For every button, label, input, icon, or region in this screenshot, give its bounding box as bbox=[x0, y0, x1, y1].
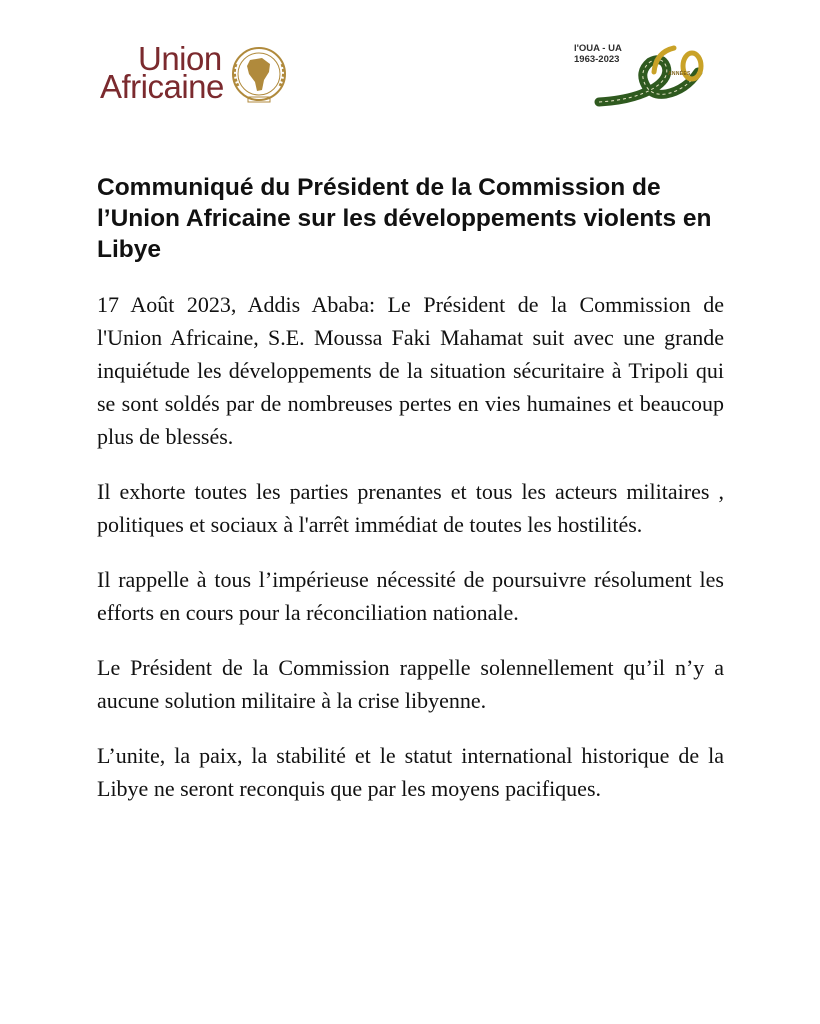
page-header bbox=[0, 0, 820, 130]
african-union-logo bbox=[100, 40, 300, 110]
paragraph-exhortation: Il exhorte toutes les parties prenantes et tous les acteurs militaires , politiques et sociaux à l'arrêt immédiat de toutes les hostilités. bbox=[97, 479, 724, 537]
logo-text-union: Union bbox=[138, 40, 222, 77]
logo-text-annees: ANNÉES bbox=[668, 71, 691, 77]
communique-title: Communiqué du Président de la Commission de l’Union Africaine sur les développements violents en Libye bbox=[97, 174, 712, 263]
logo-text-oua-ua: l'OUA - UA bbox=[574, 43, 622, 54]
logo-text-africaine: Africaine bbox=[100, 68, 224, 105]
paragraph-peaceful-means: L’unite, la paix, la stabilité et le statut international historique de la Libye ne seront reconquis que par les moyens pacifiques. bbox=[97, 743, 724, 801]
paragraph-reconciliation: Il rappelle à tous l’impérieuse nécessité de poursuivre résolument les efforts en cours pour la réconciliation nationale. bbox=[97, 567, 724, 625]
paragraph-intro: 17 Août 2023, Addis Ababa: Le Président de la Commission de l'Union Africaine, S.E. Moussa Faki Mahamat suit avec une grande inquiétude les développements de la situation sécuritaire à Tripoli qui se sont soldés par de nombreuses pertes en vies humaines et beaucoup plus de blessés. bbox=[97, 292, 724, 449]
paragraph-no-military-solution: Le Président de la Commission rappelle solennellement qu’il n’y a aucune solution militaire à la crise libyenne. bbox=[97, 655, 724, 713]
oua-ua-60-years-logo bbox=[574, 38, 714, 108]
logo-text-years-range: 1963-2023 bbox=[574, 54, 620, 65]
communique-body bbox=[97, 288, 724, 827]
au-emblem-icon bbox=[226, 44, 292, 106]
